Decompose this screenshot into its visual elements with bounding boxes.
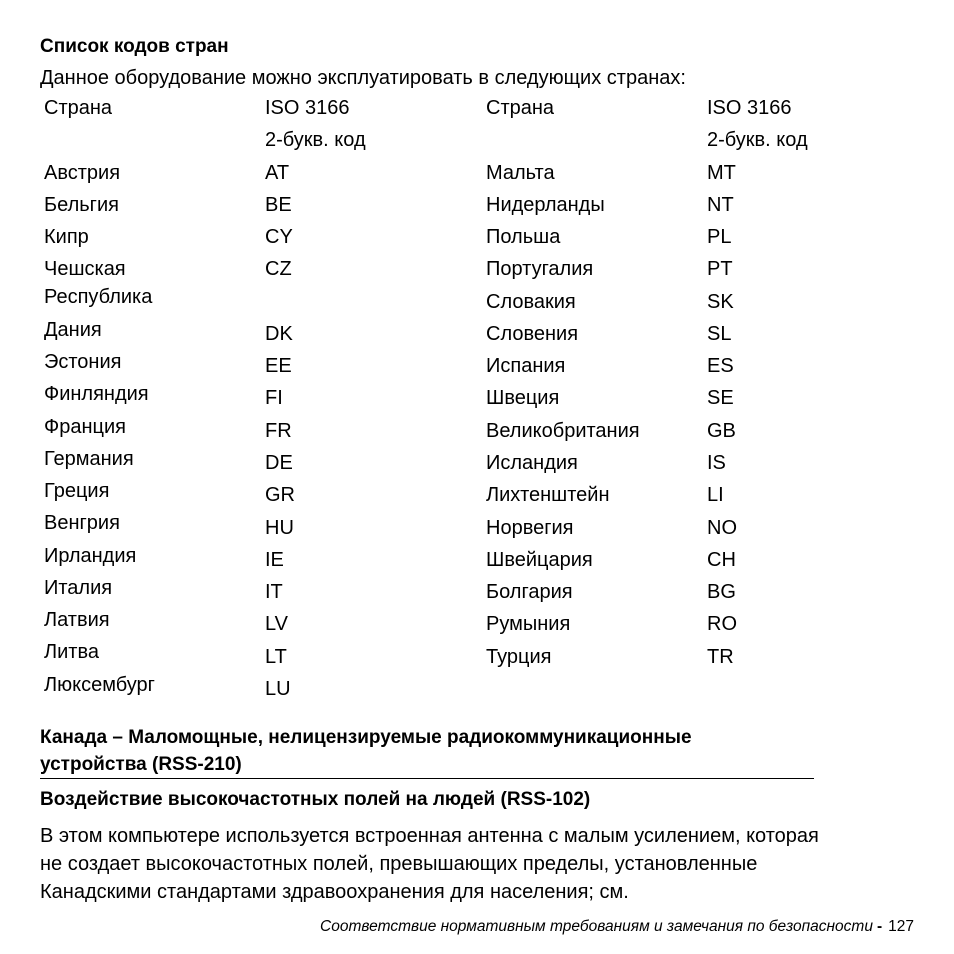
table-cell-country: Турция [486, 646, 552, 668]
table-cell-code: LV [265, 613, 288, 635]
table-cell-country: Португалия [486, 258, 594, 280]
footer-text: Соответствие нормативным требованиям и замечания по безопасности [320, 918, 873, 935]
table-cell-country: Лихтенштейн [486, 484, 610, 506]
header-country-right: Страна [486, 97, 555, 119]
table-cell-code: AT [265, 162, 290, 184]
table-cell-code: BG [707, 581, 736, 603]
table-cell-code: IE [265, 549, 284, 571]
table-cell-code: IS [707, 452, 726, 474]
table-cell-code: GR [265, 484, 295, 506]
table-cell-country: Испания [486, 355, 566, 377]
table-cell-country: Италия [44, 577, 113, 599]
table-cell-country: Чешская [44, 258, 126, 280]
page-footer [320, 918, 914, 936]
table-cell-code: CZ [265, 258, 292, 280]
header-iso-left: ISO 3166 [265, 97, 350, 119]
country-codes-heading: Список кодов стран [40, 36, 229, 57]
table-cell-country: Румыния [486, 613, 571, 635]
header-iso-sub-right: 2-букв. код [707, 129, 808, 151]
table-cell-code: PL [707, 226, 732, 248]
page-number: 127 [888, 918, 914, 935]
table-cell-country: Исландия [486, 452, 578, 474]
table-cell-country: Дания [44, 319, 102, 341]
table-cell-code: HU [265, 517, 294, 539]
table-cell-country: Нидерланды [486, 194, 605, 216]
table-cell-country: Австрия [44, 162, 121, 184]
table-cell-code: FI [265, 387, 283, 409]
table-cell-code: PT [707, 258, 733, 280]
canada-section-title [40, 724, 814, 779]
table-cell-country: Словения [486, 323, 579, 345]
table-cell-code: EE [265, 355, 292, 377]
table-cell-country: Люксембург [44, 674, 155, 696]
table-cell-country: Бельгия [44, 194, 119, 216]
table-cell-country: Норвегия [486, 517, 574, 539]
table-cell-country: Польша [486, 226, 561, 248]
table-cell-code: NO [707, 517, 737, 539]
table-cell-country: Кипр [44, 226, 89, 248]
table-cell-country: Болгария [486, 581, 573, 603]
table-cell-country: Великобритания [486, 420, 640, 442]
table-cell-code: GB [707, 420, 736, 442]
table-cell-country: Литва [44, 641, 99, 663]
footer-separator: - [876, 918, 883, 935]
table-cell-code: NT [707, 194, 734, 216]
table-cell-country: Греция [44, 480, 110, 502]
table-cell-country: Германия [44, 448, 134, 470]
paragraph-line: В этом компьютере используется встроенная антенна с малым усилением, которая [40, 825, 819, 847]
table-cell-country: Латвия [44, 609, 110, 631]
table-cell-country: Финляндия [44, 383, 149, 405]
header-iso-right: ISO 3166 [707, 97, 792, 119]
table-cell-code: TR [707, 646, 734, 668]
table-cell-code: LU [265, 678, 291, 700]
rf-exposure-paragraph [40, 822, 920, 906]
table-cell-country: Мальта [486, 162, 555, 184]
table-cell-code: DK [265, 323, 293, 345]
table-cell-code: IT [265, 581, 283, 603]
paragraph-line: не создает высокочастотных полей, превышающих пределы, установленные [40, 853, 758, 875]
rf-exposure-title: Воздействие высокочастотных полей на людей (RSS-102) [40, 789, 591, 810]
table-cell-country: Франция [44, 416, 126, 438]
table-cell-code: DE [265, 452, 293, 474]
table-cell-code: CY [265, 226, 293, 248]
header-country-left: Страна [44, 97, 113, 119]
header-iso-sub-left: 2-букв. код [265, 129, 366, 151]
table-cell-code: MT [707, 162, 736, 184]
table-cell-country: Эстония [44, 351, 122, 373]
table-cell-code: LI [707, 484, 724, 506]
intro-text: Данное оборудование можно эксплуатировать в следующих странах: [40, 67, 686, 89]
table-cell-code: RO [707, 613, 737, 635]
table-cell-country: Венгрия [44, 512, 120, 534]
table-cell-code: LT [265, 646, 287, 668]
table-cell-code: SL [707, 323, 732, 345]
table-cell-country: Словакия [486, 291, 576, 313]
paragraph-line: Канадскими стандартами здравоохранения для населения; см. [40, 881, 629, 903]
table-cell-country: Швейцария [486, 549, 593, 571]
table-cell-code: SE [707, 387, 734, 409]
table-cell-code: CH [707, 549, 736, 571]
table-cell-country: Швеция [486, 387, 560, 409]
table-cell-code: SK [707, 291, 734, 313]
canada-title-line2: устройства (RSS-210) [40, 754, 242, 775]
table-cell-country: Ирландия [44, 545, 137, 567]
table-cell-code: FR [265, 420, 292, 442]
table-cell-code: BE [265, 194, 292, 216]
table-cell-country: Республика [44, 286, 153, 308]
table-cell-code: ES [707, 355, 734, 377]
canada-title-line1: Канада – Маломощные, нелицензируемые радиокоммуникационные [40, 727, 692, 748]
